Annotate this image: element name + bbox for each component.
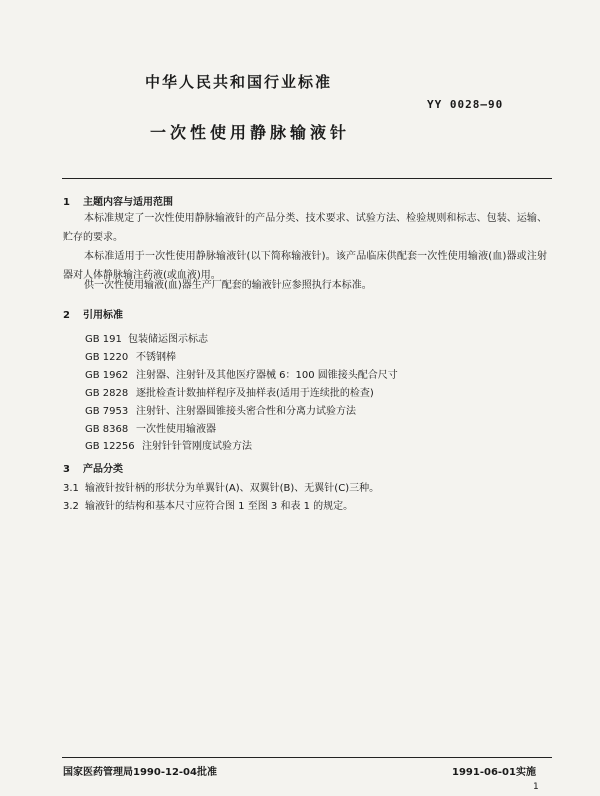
section-title: 主题内容与适用范围: [83, 197, 173, 208]
reference-item: [85, 384, 374, 399]
effective-date-line: 1991-06-01实施: [452, 767, 536, 778]
reference-title: 注射器、注射针及其他医疗器械 6：100 圆锥接头配合尺寸: [136, 370, 398, 381]
approval-line: 国家医药管理局1990-12-04批准: [63, 767, 217, 778]
reference-title: 注射针针管刚度试验方法: [142, 441, 252, 452]
clause-number: 3.2: [63, 501, 79, 512]
clause-text: 输液针的结构和基本尺寸应符合图 1 至图 3 和表 1 的规定。: [85, 501, 354, 512]
reference-title: 一次性使用输液器: [136, 424, 216, 435]
reference-item: [85, 330, 208, 345]
page-number: 1: [533, 782, 539, 792]
clause-number: 3.1: [63, 483, 79, 494]
section-1-paragraph: 本标准适用于一次性使用静脉输液针(以下简称输液针)。该产品临床供配套一次性使用输液(血)器或注射器对人体静脉输注药液(或血液)用。: [63, 251, 547, 281]
reference-code: GB 8368: [85, 424, 129, 435]
clause-item: [63, 497, 353, 512]
section-3-heading: [63, 460, 123, 475]
reference-code: GB 12256: [85, 441, 135, 452]
reference-item: [85, 437, 252, 452]
reference-code: GB 191: [85, 334, 122, 345]
section-title: 产品分类: [83, 464, 123, 475]
reference-title: 逐批检查计数抽样程序及抽样表(适用于连续批的检查): [136, 388, 374, 399]
clause-text: 输液针按针柄的形状分为单翼针(A)、双翼针(B)、无翼针(C)三种。: [85, 483, 380, 494]
reference-item: [85, 348, 176, 363]
reference-code: GB 7953: [85, 406, 129, 417]
reference-item: [85, 366, 398, 381]
document-title: 一次性使用静脉输液针: [150, 123, 351, 142]
section-1-paragraph: 供一次性使用输液(血)器生产厂配套的输液针应参照执行本标准。: [84, 280, 372, 291]
section-number: 2: [63, 310, 70, 321]
reference-title: 注射针、注射器圆锥接头密合性和分离力试验方法: [136, 406, 356, 417]
section-title: 引用标准: [83, 310, 123, 321]
bottom-divider: [62, 757, 552, 758]
section-number: 1: [63, 197, 70, 208]
reference-code: GB 1962: [85, 370, 129, 381]
section-number: 3: [63, 464, 70, 475]
standard-number: YY 0028—90: [427, 98, 504, 111]
top-divider: [62, 178, 552, 179]
clause-item: [63, 479, 379, 494]
organization-heading: 中华人民共和国行业标准: [145, 73, 333, 91]
reference-title: 不锈钢棒: [136, 352, 176, 363]
reference-item: [85, 402, 356, 417]
section-2-heading: [63, 306, 123, 321]
reference-code: GB 1220: [85, 352, 129, 363]
reference-item: [85, 420, 216, 435]
section-1-heading: [63, 193, 173, 208]
reference-title: 包装储运图示标志: [128, 334, 208, 345]
section-1-paragraph: 本标准规定了一次性使用静脉输液针的产品分类、技术要求、试验方法、检验规则和标志、包装、运输、贮存的要求。: [63, 213, 547, 243]
reference-code: GB 2828: [85, 388, 129, 399]
